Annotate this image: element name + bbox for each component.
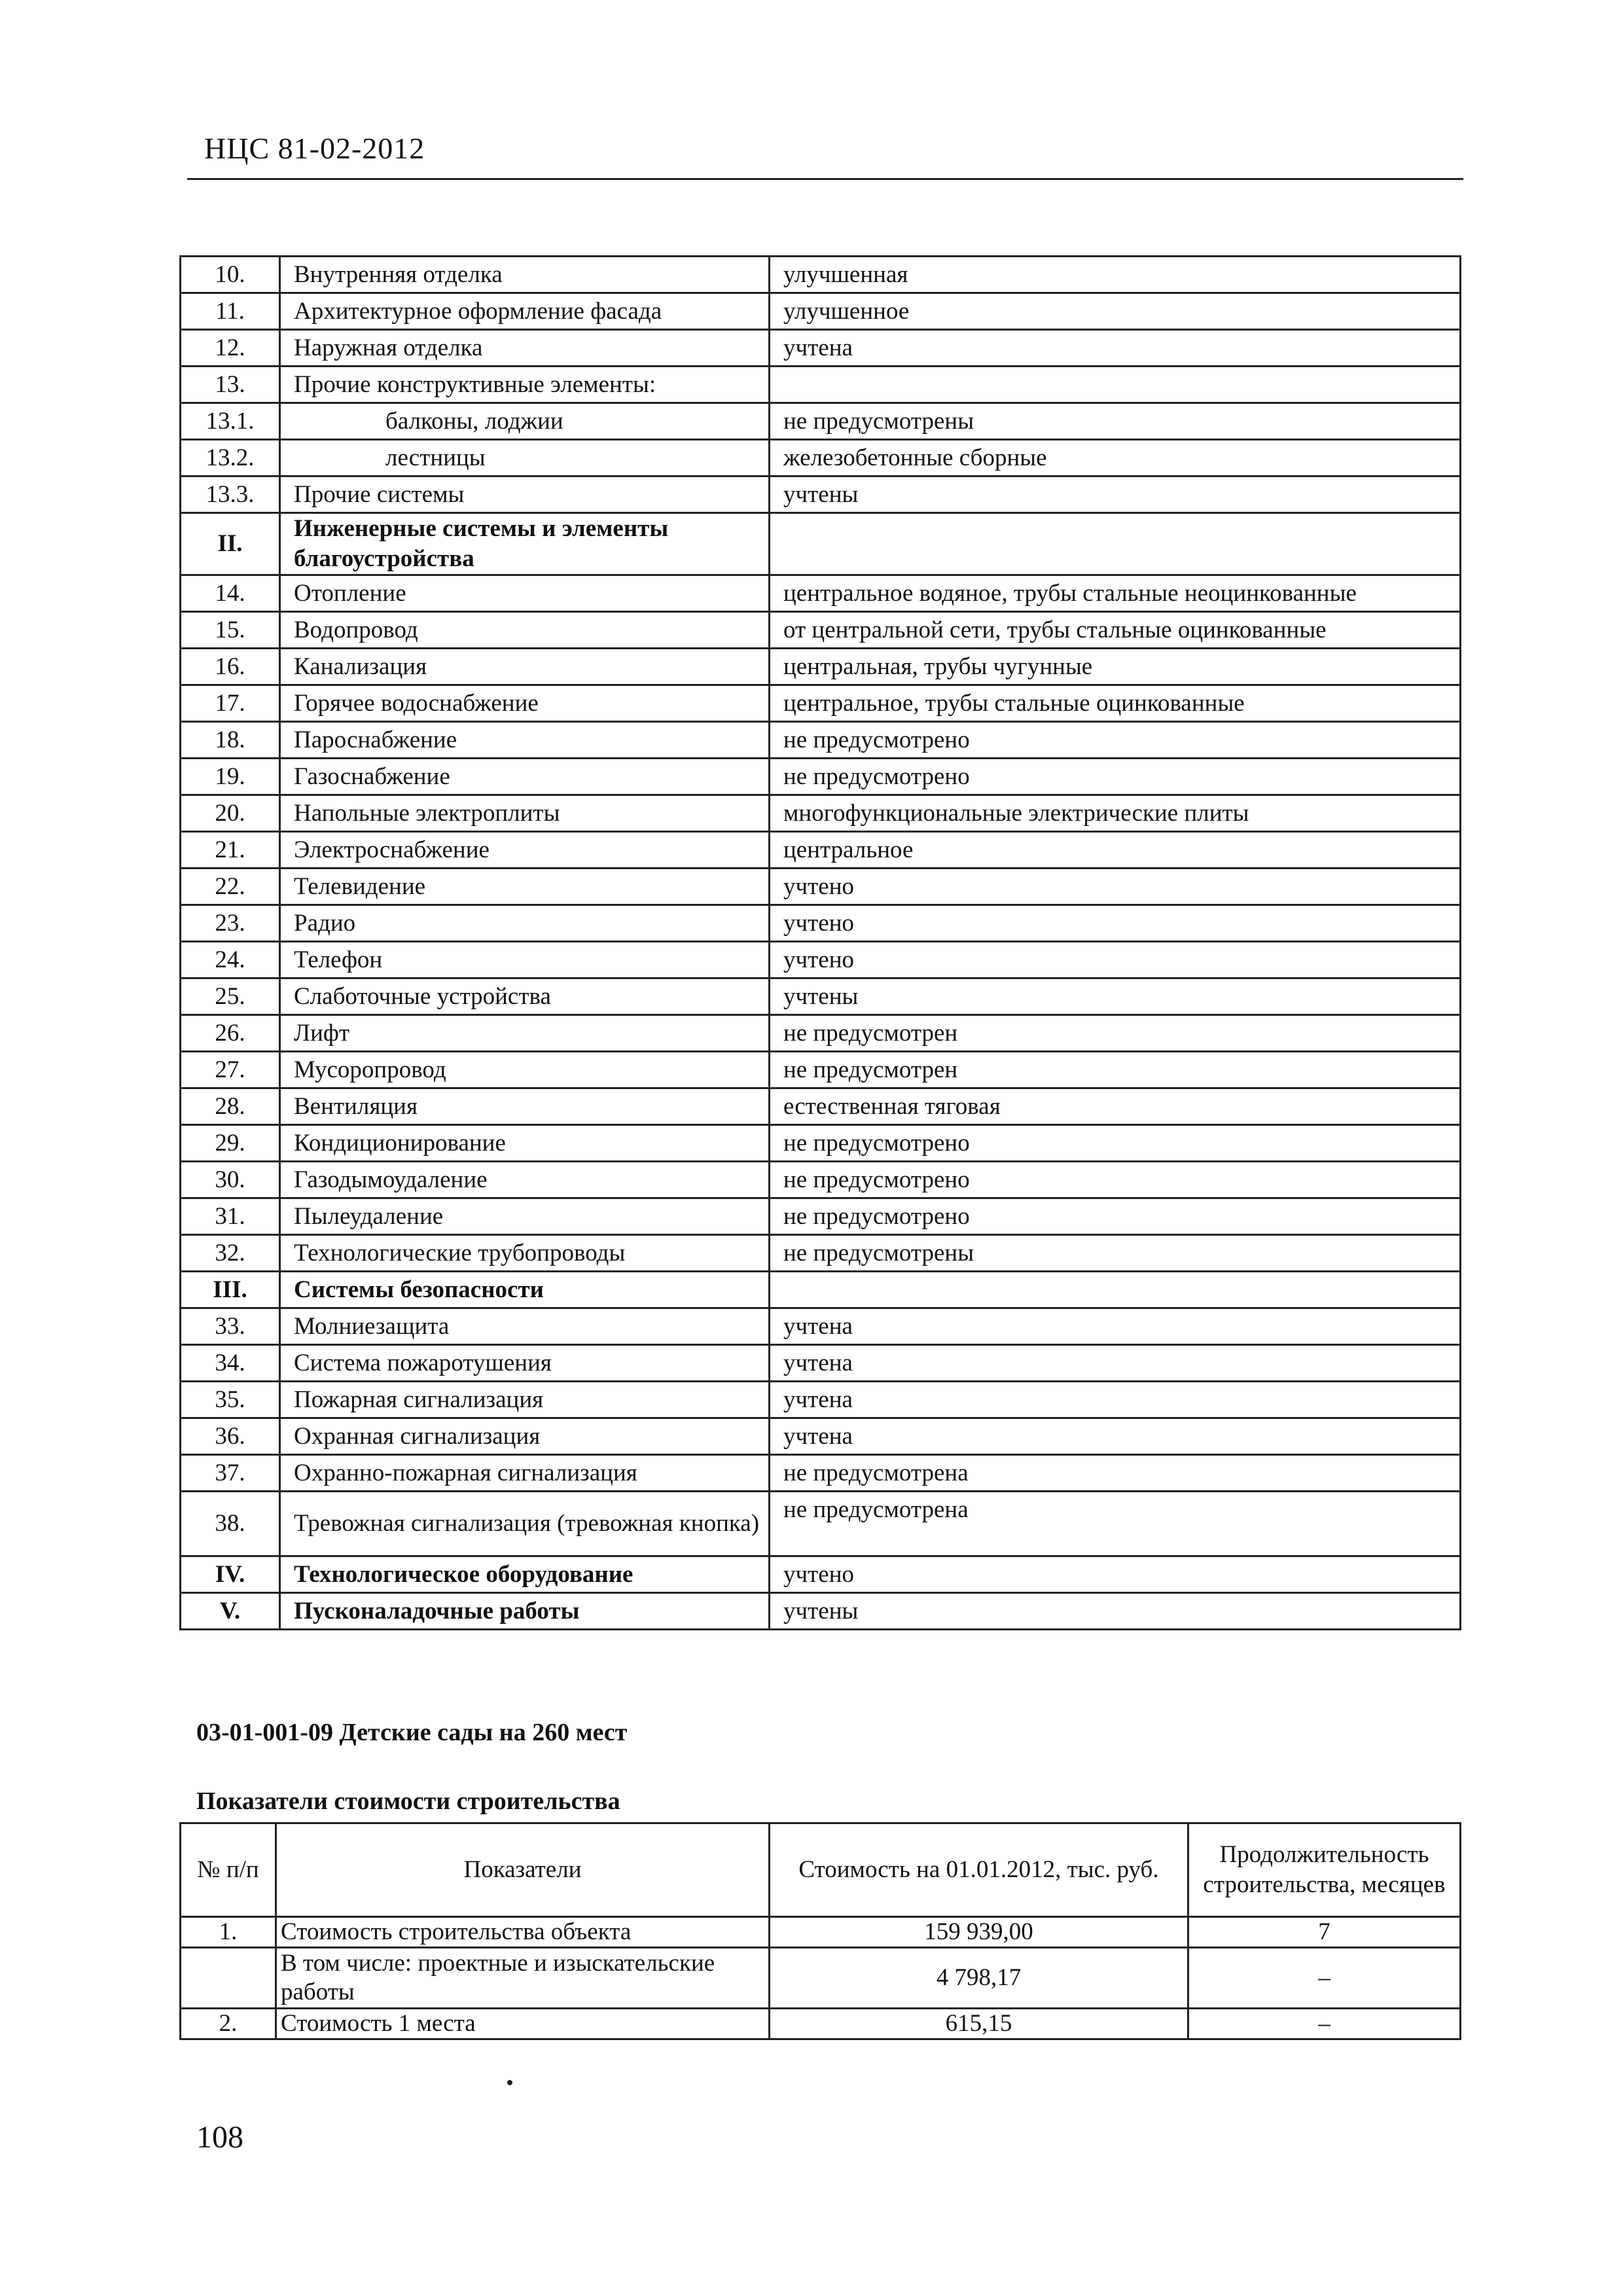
row-value: от центральной сети, трубы стальные оцинкованные xyxy=(770,612,1461,649)
row-value: учтена xyxy=(770,330,1461,367)
table-row xyxy=(181,722,1461,759)
row-value: учтено xyxy=(770,869,1461,905)
row-indicator: Стоимость 1 места xyxy=(276,2009,770,2039)
table-row xyxy=(181,2009,1461,2039)
table-row xyxy=(181,367,1461,403)
row-name: Слаботочные устройства xyxy=(280,978,770,1015)
row-number xyxy=(181,1948,276,2009)
row-name: Пожарная сигнализация xyxy=(280,1382,770,1418)
row-name: балконы, лоджии xyxy=(280,403,770,440)
cost-indicators-table xyxy=(179,1822,1461,2040)
building-spec-table xyxy=(179,255,1461,1630)
row-name: Внутренняя отделка xyxy=(280,257,770,293)
table-row xyxy=(181,1345,1461,1382)
row-number: 25. xyxy=(181,978,280,1015)
row-name: Пароснабжение xyxy=(280,722,770,759)
row-name: Газоснабжение xyxy=(280,759,770,795)
table-row xyxy=(181,1308,1461,1345)
table-row xyxy=(181,1418,1461,1455)
table-row xyxy=(181,1455,1461,1492)
column-header-number: № п/п xyxy=(181,1823,276,1917)
table-row xyxy=(181,575,1461,612)
row-name: Радио xyxy=(280,905,770,942)
table-row xyxy=(181,293,1461,330)
row-number: 38. xyxy=(181,1492,280,1556)
table-row xyxy=(181,905,1461,942)
row-cost: 159 939,00 xyxy=(770,1917,1188,1948)
cost-indicators-heading: Показатели стоимости строительства xyxy=(196,1787,620,1815)
document-code-header: НЦС 81-02-2012 xyxy=(204,132,425,165)
row-number: 2. xyxy=(181,2009,276,2039)
row-name: Система пожаротушения xyxy=(280,1345,770,1382)
table-row xyxy=(181,1125,1461,1162)
row-name: Канализация xyxy=(280,649,770,685)
row-number: 32. xyxy=(181,1235,280,1272)
table-row xyxy=(181,832,1461,869)
table-row xyxy=(181,1948,1461,2009)
row-value xyxy=(770,1272,1461,1308)
row-number: 18. xyxy=(181,722,280,759)
table-row xyxy=(181,476,1461,513)
table-row xyxy=(181,1015,1461,1052)
row-name: Электроснабжение xyxy=(280,832,770,869)
row-number: 15. xyxy=(181,612,280,649)
row-value: учтены xyxy=(770,1593,1461,1630)
row-number: 13. xyxy=(181,367,280,403)
stray-dot-mark xyxy=(507,2080,512,2085)
row-value: не предусмотрено xyxy=(770,759,1461,795)
row-name: Наружная отделка xyxy=(280,330,770,367)
row-duration: 7 xyxy=(1188,1917,1461,1948)
row-number: 20. xyxy=(181,795,280,832)
row-value: многофункциональные электрические плиты xyxy=(770,795,1461,832)
row-number: 23. xyxy=(181,905,280,942)
section-number: III. xyxy=(181,1272,280,1308)
row-value: улучшенная xyxy=(770,257,1461,293)
row-name: лестницы xyxy=(280,440,770,476)
row-value: естественная тяговая xyxy=(770,1088,1461,1125)
section-number: V. xyxy=(181,1593,280,1630)
row-name: Охранно-пожарная сигнализация xyxy=(280,1455,770,1492)
table-row xyxy=(181,869,1461,905)
row-value: не предусмотрена xyxy=(770,1455,1461,1492)
table-row xyxy=(181,795,1461,832)
row-value: не предусмотрены xyxy=(770,1235,1461,1272)
section-row xyxy=(181,1272,1461,1308)
row-duration: – xyxy=(1188,1948,1461,2009)
row-value xyxy=(770,367,1461,403)
table-row xyxy=(181,759,1461,795)
row-name: Газодымоудаление xyxy=(280,1162,770,1198)
table-row xyxy=(181,1917,1461,1948)
section-code-title: 03-01-001-09 Детские сады на 260 мест xyxy=(196,1719,628,1746)
row-value: учтено xyxy=(770,905,1461,942)
row-name: Телефон xyxy=(280,942,770,978)
row-number: 34. xyxy=(181,1345,280,1382)
row-name: Архитектурное оформление фасада xyxy=(280,293,770,330)
table-row xyxy=(181,1162,1461,1198)
row-cost: 4 798,17 xyxy=(770,1948,1188,2009)
row-value: не предусмотрено xyxy=(770,722,1461,759)
row-number: 29. xyxy=(181,1125,280,1162)
row-number: 14. xyxy=(181,575,280,612)
row-value: не предусмотрены xyxy=(770,403,1461,440)
row-name: Горячее водоснабжение xyxy=(280,685,770,722)
row-number: 36. xyxy=(181,1418,280,1455)
table-row xyxy=(181,685,1461,722)
table-row xyxy=(181,978,1461,1015)
row-number: 37. xyxy=(181,1455,280,1492)
column-header-indicator: Показатели xyxy=(276,1823,770,1917)
row-name: Водопровод xyxy=(280,612,770,649)
row-name: Технологические трубопроводы xyxy=(280,1235,770,1272)
row-value: не предусмотрено xyxy=(770,1125,1461,1162)
row-name: Напольные электроплиты xyxy=(280,795,770,832)
section-title: Инженерные системы и элементы благоустройства xyxy=(280,513,770,575)
table-row xyxy=(181,942,1461,978)
row-number: 13.1. xyxy=(181,403,280,440)
row-number: 16. xyxy=(181,649,280,685)
row-name: Вентиляция xyxy=(280,1088,770,1125)
row-number: 26. xyxy=(181,1015,280,1052)
table-row xyxy=(181,403,1461,440)
row-name: Прочие системы xyxy=(280,476,770,513)
row-number: 19. xyxy=(181,759,280,795)
row-number: 13.2. xyxy=(181,440,280,476)
table-row xyxy=(181,1198,1461,1235)
row-number: 30. xyxy=(181,1162,280,1198)
row-value: учтена xyxy=(770,1382,1461,1418)
row-value: не предусмотрено xyxy=(770,1162,1461,1198)
table-header-row xyxy=(181,1823,1461,1917)
row-number: 31. xyxy=(181,1198,280,1235)
table-row xyxy=(181,330,1461,367)
row-indicator: В том числе: проектные и изыскательские работы xyxy=(276,1948,770,2009)
section-row xyxy=(181,1556,1461,1593)
column-header-cost: Стоимость на 01.01.2012, тыс. руб. xyxy=(770,1823,1188,1917)
table-row xyxy=(181,257,1461,293)
row-duration: – xyxy=(1188,2009,1461,2039)
section-row xyxy=(181,1593,1461,1630)
row-value: железобетонные сборные xyxy=(770,440,1461,476)
row-name: Кондиционирование xyxy=(280,1125,770,1162)
section-title: Системы безопасности xyxy=(280,1272,770,1308)
header-divider xyxy=(187,178,1463,180)
row-name: Прочие конструктивные элементы: xyxy=(280,367,770,403)
row-number: 11. xyxy=(181,293,280,330)
row-number: 21. xyxy=(181,832,280,869)
table-row xyxy=(181,1088,1461,1125)
row-value: учтено xyxy=(770,1556,1461,1593)
row-value: центральное, трубы стальные оцинкованные xyxy=(770,685,1461,722)
row-number: 12. xyxy=(181,330,280,367)
page-number: 108 xyxy=(196,2120,243,2155)
row-name: Отопление xyxy=(280,575,770,612)
row-value: центральная, трубы чугунные xyxy=(770,649,1461,685)
row-value: учтены xyxy=(770,476,1461,513)
table-row xyxy=(181,1382,1461,1418)
row-value: учтена xyxy=(770,1308,1461,1345)
row-number: 17. xyxy=(181,685,280,722)
row-number: 1. xyxy=(181,1917,276,1948)
row-value: не предусмотрен xyxy=(770,1052,1461,1088)
row-cost: 615,15 xyxy=(770,2009,1188,2039)
row-number: 13.3. xyxy=(181,476,280,513)
section-title: Пусконаладочные работы xyxy=(280,1593,770,1630)
row-number: 27. xyxy=(181,1052,280,1088)
row-value: центральное xyxy=(770,832,1461,869)
table-row xyxy=(181,440,1461,476)
row-value: учтены xyxy=(770,978,1461,1015)
row-value: центральное водяное, трубы стальные неоцинкованные xyxy=(770,575,1461,612)
column-header-duration: Продолжительность строительства, месяцев xyxy=(1188,1823,1461,1917)
row-value: учтена xyxy=(770,1345,1461,1382)
row-name: Пылеудаление xyxy=(280,1198,770,1235)
row-name: Мусоропровод xyxy=(280,1052,770,1088)
table-row xyxy=(181,1492,1461,1556)
row-value: не предусмотрен xyxy=(770,1015,1461,1052)
row-name: Телевидение xyxy=(280,869,770,905)
row-number: 22. xyxy=(181,869,280,905)
row-name: Лифт xyxy=(280,1015,770,1052)
row-name: Охранная сигнализация xyxy=(280,1418,770,1455)
row-number: 24. xyxy=(181,942,280,978)
row-name: Тревожная сигнализация (тревожная кнопка) xyxy=(280,1492,770,1556)
row-value: учтена xyxy=(770,1418,1461,1455)
row-number: 35. xyxy=(181,1382,280,1418)
row-value: улучшенное xyxy=(770,293,1461,330)
table-row xyxy=(181,1052,1461,1088)
row-value: не предусмотрена xyxy=(770,1492,1461,1556)
section-row xyxy=(181,513,1461,575)
row-value: учтено xyxy=(770,942,1461,978)
table-row xyxy=(181,649,1461,685)
table-row xyxy=(181,1235,1461,1272)
row-value: не предусмотрено xyxy=(770,1198,1461,1235)
row-indicator: Стоимость строительства объекта xyxy=(276,1917,770,1948)
row-name: Молниезащита xyxy=(280,1308,770,1345)
row-value xyxy=(770,513,1461,575)
section-number: II. xyxy=(181,513,280,575)
section-title: Технологическое оборудование xyxy=(280,1556,770,1593)
row-number: 33. xyxy=(181,1308,280,1345)
section-number: IV. xyxy=(181,1556,280,1593)
table-row xyxy=(181,612,1461,649)
row-number: 28. xyxy=(181,1088,280,1125)
row-number: 10. xyxy=(181,257,280,293)
